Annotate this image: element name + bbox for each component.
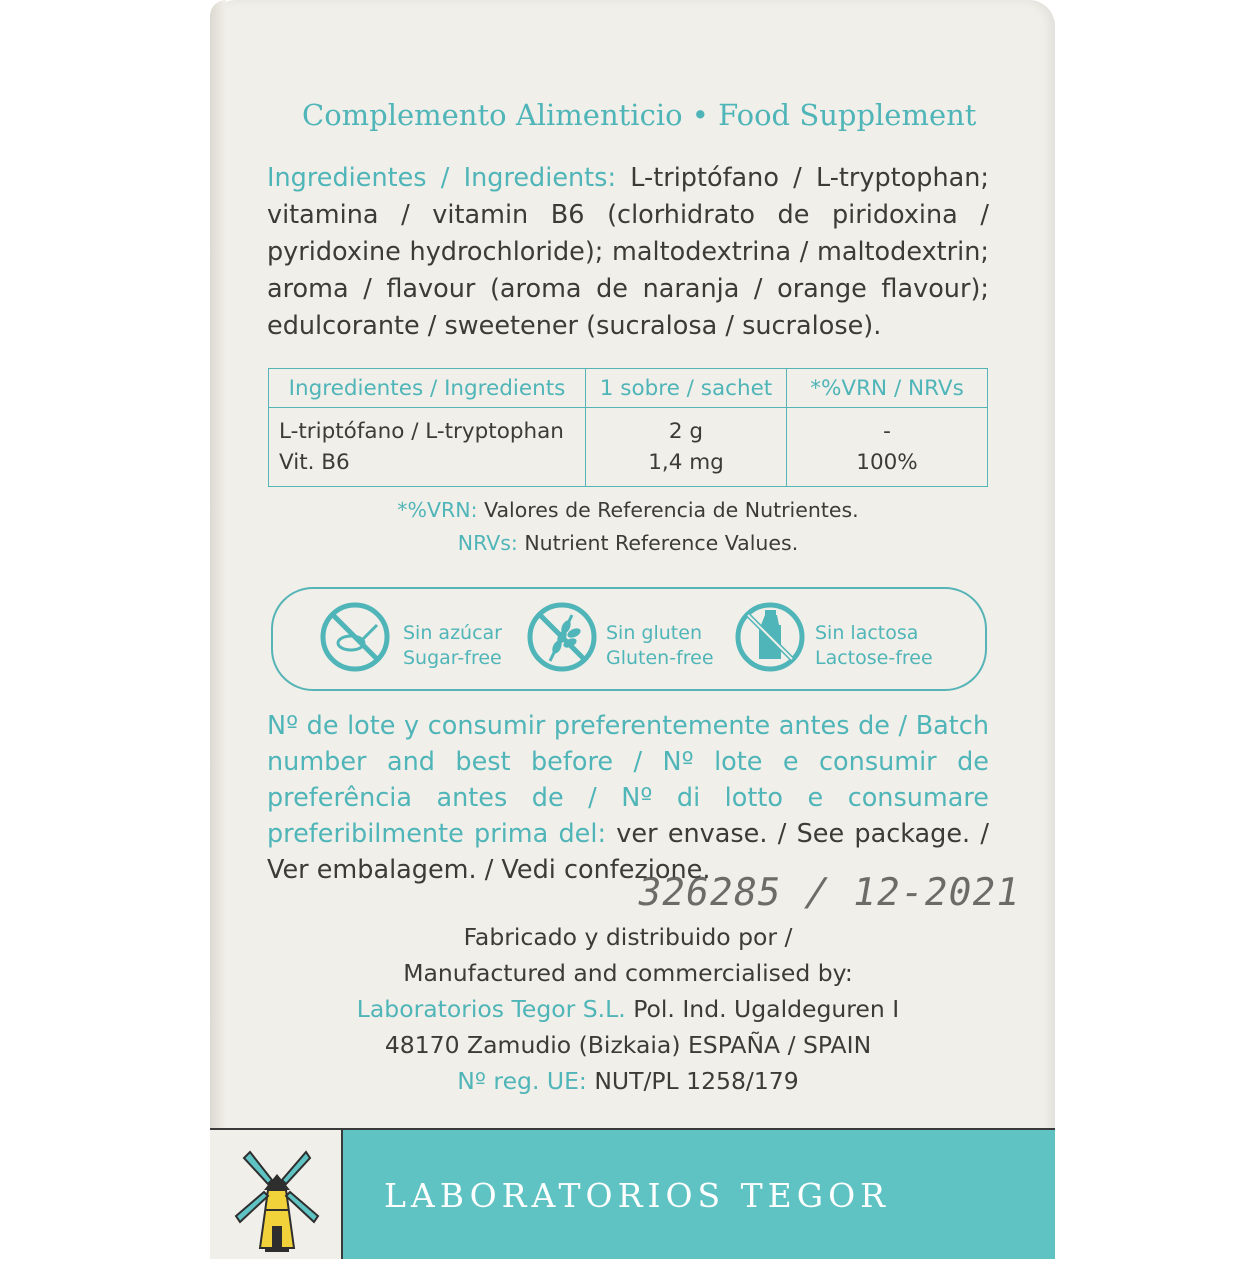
table-cell-nrv (787, 408, 988, 487)
ingredients-label: Ingredientes / Ingredients: (267, 163, 617, 193)
ingredients-text (267, 160, 989, 345)
manufacturer-company (268, 991, 988, 1027)
row-amount-b6: 1,4 mg (648, 450, 724, 475)
registration-label: Nº reg. UE: (457, 1067, 587, 1095)
vrn-text: Valores de Referencia de Nutrientes. (477, 498, 859, 522)
lactose-free-icon (734, 601, 806, 673)
badge-sugar-free-en: Sugar-free (403, 647, 502, 669)
batch-info-label: Nº de lote y consumir preferentemente antes de / Batch number and best before / Nº lote e consumir de preferência antes de / Nº di lotto e consumare preferibilmente prima del: (267, 711, 989, 849)
sugar-free-icon (319, 601, 391, 673)
table-cell-amounts (586, 408, 787, 487)
row-nrv-tryptophan: - (883, 419, 891, 444)
badge-sugar-free (403, 621, 502, 671)
row-amount-tryptophan: 2 g (668, 419, 704, 444)
registration-number (268, 1063, 988, 1099)
brand-name: LABORATORIOS TEGOR (384, 1176, 890, 1215)
badge-gluten-free-en: Gluten-free (606, 647, 714, 669)
printed-batch-code: 326285 / 12-2021 (634, 870, 1024, 914)
table-cell-names (269, 408, 586, 487)
row-name-b6: Vit. B6 (279, 450, 350, 475)
row-nrv-b6: 100% (856, 450, 918, 475)
batch-info-value: ver envase. / See package. / Ver embalagem. / Vedi confezione. (267, 819, 989, 885)
table-header-nrv: *%VRN / NRVs (787, 369, 988, 408)
vrn-label: *%VRN: (397, 498, 478, 522)
product-subtitle: Complemento Alimenticio • Food Supplement (302, 98, 977, 132)
vrn-note (268, 498, 988, 522)
nutrition-table (268, 368, 988, 487)
nrv-label: NRVs: (457, 531, 518, 555)
manufacturer-address: 48170 Zamudio (Bizkaia) ESPAÑA / SPAIN (384, 1031, 872, 1059)
company-name: Laboratorios Tegor S.L. (356, 995, 626, 1023)
registration-value: NUT/PL 1258/179 (586, 1067, 799, 1095)
badge-sugar-free-es: Sin azúcar (403, 622, 502, 644)
company-address: Pol. Ind. Ugaldeguren I (625, 995, 900, 1023)
table-header-row (269, 369, 988, 408)
logo-panel (210, 1128, 343, 1259)
badge-gluten-free-es: Sin gluten (606, 622, 702, 644)
table-header-amount: 1 sobre / sachet (586, 369, 787, 408)
manufacturer-line1: Fabricado y distribuido por / (463, 923, 793, 951)
free-from-badges (271, 587, 987, 691)
footer-divider (343, 1128, 1055, 1130)
badge-lactose-free (815, 621, 933, 671)
ingredients-list: L-triptófano / L-tryptophan; vitamina / vitamin B6 (clorhidrato de piridoxina / pyridoxine hydrochloride); maltodextrina / maltodextrin; aroma / flavour (aroma de naranja / orange flavour); edulcorante / sweetener (sucralosa / sucralose). (267, 163, 989, 341)
table-header-ingredients: Ingredientes / Ingredients (269, 369, 586, 408)
manufacturer-line2: Manufactured and commercialised by: (403, 959, 853, 987)
badge-lactose-free-en: Lactose-free (815, 647, 933, 669)
badge-lactose-free-es: Sin lactosa (815, 622, 919, 644)
nrv-note (268, 531, 988, 555)
badge-gluten-free (606, 621, 714, 671)
nrv-text: Nutrient Reference Values. (517, 531, 799, 555)
gluten-free-icon (526, 601, 598, 673)
windmill-logo-icon (210, 1130, 343, 1261)
table-row (269, 408, 988, 487)
row-name-tryptophan: L-triptófano / L-tryptophan (279, 419, 564, 444)
batch-info (267, 708, 989, 888)
